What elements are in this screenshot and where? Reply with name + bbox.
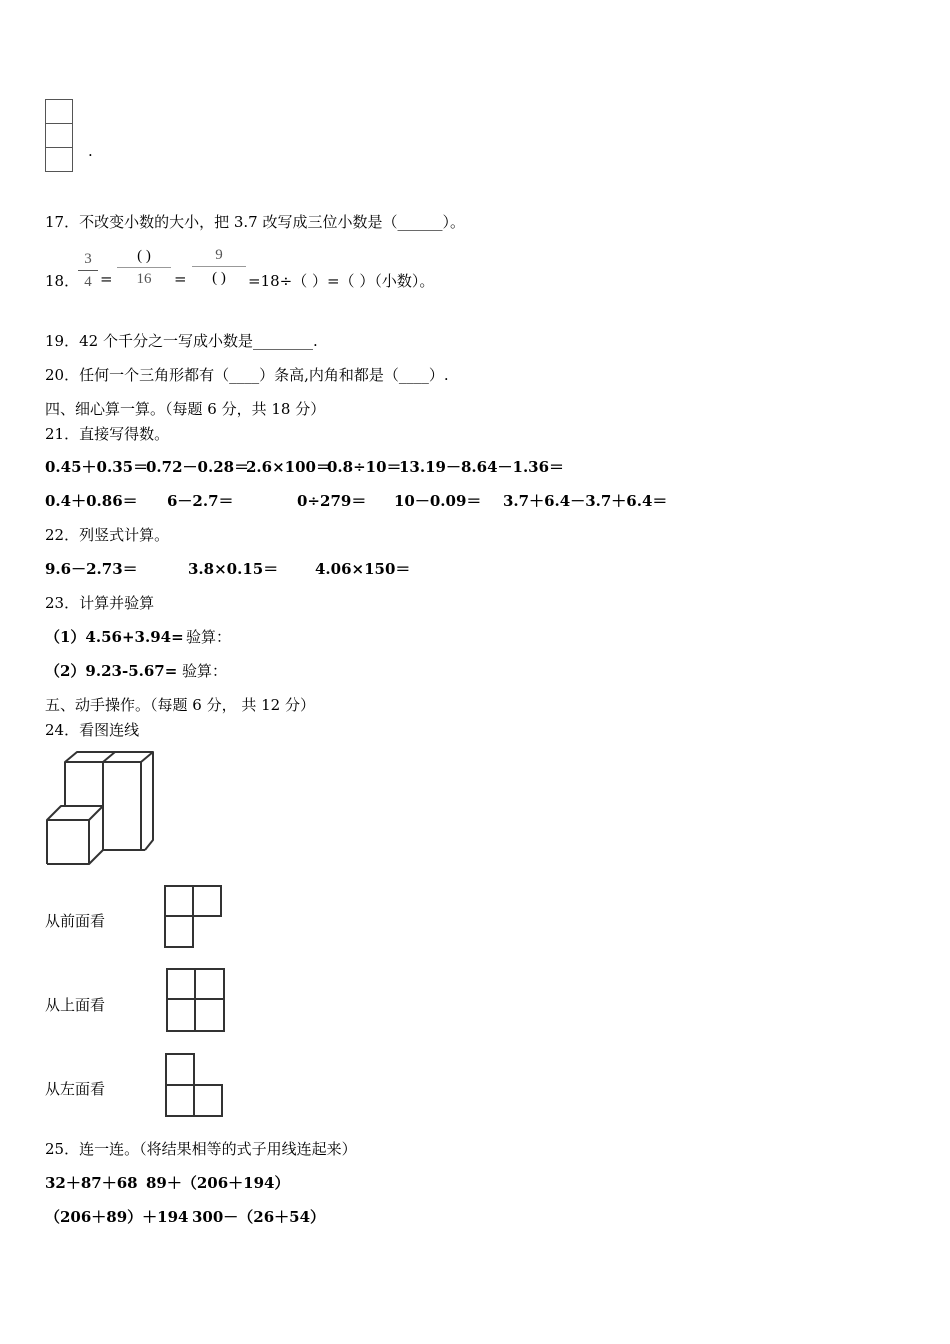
top-view-figure[interactable] (165, 967, 227, 1033)
calc-item: 0.45＋0.35＝ (45, 458, 149, 476)
fraction-denominator: 4 (84, 274, 92, 290)
question-22-title: 22．列竖式计算。 (45, 526, 170, 544)
question-25-title: 25．连一连。（将结果相等的式子用线连起来） (45, 1140, 357, 1158)
fraction-denominator: 16 (136, 271, 152, 287)
calc-item: 0.72－0.28＝ (146, 458, 250, 476)
question-18-label: 18． (45, 272, 80, 290)
verify-label: 验算： (182, 662, 228, 680)
section-4-heading: 四、细心算一算。（每题 6 分，共 18 分） (45, 400, 326, 418)
calc-item: 0÷279＝ (297, 492, 367, 510)
fraction-denominator-blank: ( ) (212, 270, 226, 286)
calc-item: 13.19－8.64－1.36＝ (399, 458, 565, 476)
match-expression[interactable]: 89＋（206＋194） (146, 1174, 290, 1192)
fraction-numerator-blank: ( ) (137, 248, 151, 264)
fraction-blank-16 (117, 246, 171, 289)
view-label-front: 从前面看 (45, 912, 106, 930)
front-view-figure[interactable] (164, 884, 224, 950)
cube-stack-figure (45, 750, 160, 868)
trailing-period: . (88, 142, 93, 160)
view-label-left: 从左面看 (45, 1080, 106, 1098)
match-expression[interactable]: 300－（26＋54） (192, 1208, 326, 1226)
question-19: 19．42 个千分之一写成小数是________. (45, 332, 318, 350)
fraction-3-4 (78, 249, 98, 292)
question-18-tail: =18÷（ ）=（ ）（小数）。 (248, 272, 435, 290)
question-17: 17．不改变小数的大小，把 3.7 改写成三位小数是（______）。 (45, 213, 465, 231)
calc-item: 6－2.7＝ (167, 492, 234, 510)
equals-sign: = (100, 270, 113, 288)
fraction-numerator: 9 (215, 247, 223, 263)
verify-expression: （1）4.56+3.94= (45, 628, 184, 646)
calc-item: 3.7＋6.4－3.7＋6.4＝ (503, 492, 668, 510)
fraction-9-blank (192, 245, 246, 288)
vertical-calc-item: 3.8×0.15＝ (188, 560, 279, 578)
calc-item: 0.4＋0.86＝ (45, 492, 138, 510)
verify-label: 验算： (186, 628, 232, 646)
vertical-calc-item: 4.06×150＝ (315, 560, 411, 578)
verify-expression: （2）9.23-5.67= (45, 662, 178, 680)
question-24-title: 24．看图连线 (45, 721, 140, 739)
vertical-calc-item: 9.6－2.73＝ (45, 560, 138, 578)
calc-item: 0.8÷10＝ (327, 458, 402, 476)
question-23-title: 23．计算并验算 (45, 594, 155, 612)
calc-item: 2.6×100＝ (246, 458, 331, 476)
equals-sign: = (174, 270, 187, 288)
calc-item: 10－0.09＝ (394, 492, 482, 510)
match-expression[interactable]: （206＋89）＋194 (45, 1208, 189, 1226)
view-label-top: 从上面看 (45, 996, 106, 1014)
stacked-squares-figure (45, 99, 75, 174)
fraction-numerator: 3 (84, 251, 92, 267)
section-5-heading: 五、动手操作。（每题 6 分， 共 12 分） (45, 696, 315, 714)
question-21-title: 21．直接写得数。 (45, 425, 170, 443)
left-view-figure[interactable] (164, 1052, 226, 1118)
question-20: 20．任何一个三角形都有（____）条高,内角和都是（____）. (45, 366, 449, 384)
match-expression[interactable]: 32＋87＋68 (45, 1174, 138, 1192)
